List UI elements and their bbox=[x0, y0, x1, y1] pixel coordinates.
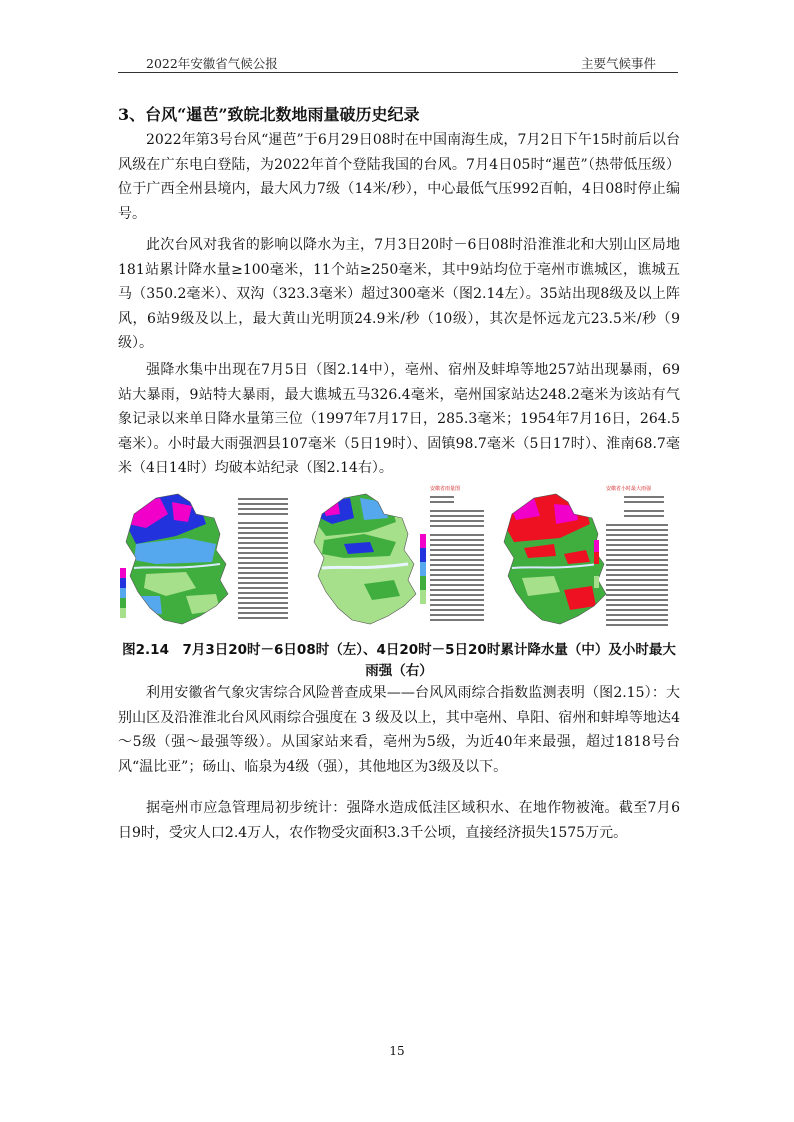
figure-caption: 图2.14 7月3日20时－6日08时（左）、4日20时－5日20时累计降水量（中）及小时最大雨强（右） bbox=[122, 642, 676, 679]
map-title: 安徽省小时最大雨强 bbox=[606, 486, 652, 492]
paragraph: 强降水集中出现在7月5日（图2.14中），亳州、宿州及蚌埠等地257站出现暴雨，69站大暴雨，9站特大暴雨，最大谯城五马326.4毫米，亳州国家站达248.2毫米为该站有气象记录以来单日降水量第三位（1997年7月17日，285.3毫米；1954年7月16日，264.5毫米）。小时最大雨强泗县107毫米（5日19时）、固镇98.7毫米（5日17时）、淮南68.7毫米（4日14时）均破本站纪录（图2.14右）。 bbox=[118, 362, 680, 476]
paragraph: 据亳州市应急管理局初步统计：强降水造成低洼区域积水、在地作物被淹。截至7月6日9时，受灾人口2.4万人，农作物受灾面积3.3千公顷，直接经济损失1575万元。 bbox=[118, 800, 680, 841]
paragraph: 此次台风对我省的影响以降水为主，7月3日20时－6日08时沿淮淮北和大别山区局地181站累计降水量≥100毫米，11个站≥250毫米，其中9站均位于亳州市谯城区，谯城五马（350.2毫米）、双沟（323.3毫米）超过300毫米（图2.14左）。35站出现8级及以上阵风，6站9级及以上，最大黄山光明顶24.9米/秒（10级），其次是怀远龙亢23.5米/秒（9级）。 bbox=[118, 237, 680, 351]
paragraph: 利用安徽省气象灾害综合风险普查成果——台风风雨综合指数监测表明（图2.15）：大别山区及沿淮淮北台风风雨综合强度在 3 级及以上，其中亳州、阜阳、宿州和蚌埠等地达4～5级（强～最强等级）。从国家站来看，亳州为5级，为近40年来最强，超过1818号台风“温比亚”；砀山、临泉为4级（强），其他地区为3级及以下。 bbox=[118, 685, 680, 775]
section-title: 3、台风“暹芭”致皖北数地雨量破历史纪录 bbox=[118, 105, 420, 124]
page-header bbox=[118, 54, 676, 74]
header-report-title: 2022年安徽省气候公报 bbox=[146, 56, 278, 71]
header-section-name: 主要气候事件 bbox=[580, 56, 656, 71]
figure-2-14 bbox=[116, 484, 680, 634]
header-divider bbox=[118, 72, 678, 73]
map-left-cumulative-rainfall bbox=[116, 484, 302, 634]
page-number: 15 bbox=[389, 1044, 405, 1058]
paragraph: 2022年第3号台风“暹芭”于6月29日08时在中国南海生成，7月2日下午15时前后以台风级在广东电白登陆，为2022年首个登陆我国的台风。7月4日05时“暹芭”（热带低压级）位于广西全州县境内，最大风力7级（14米/秒），中心最低气压992百帕，4日08时停止编号。 bbox=[118, 132, 680, 222]
map-title: 安徽省雨量图 bbox=[430, 486, 461, 492]
map-middle-daily-rainfall bbox=[304, 484, 492, 634]
map-right-hourly-max-rain bbox=[494, 484, 680, 634]
